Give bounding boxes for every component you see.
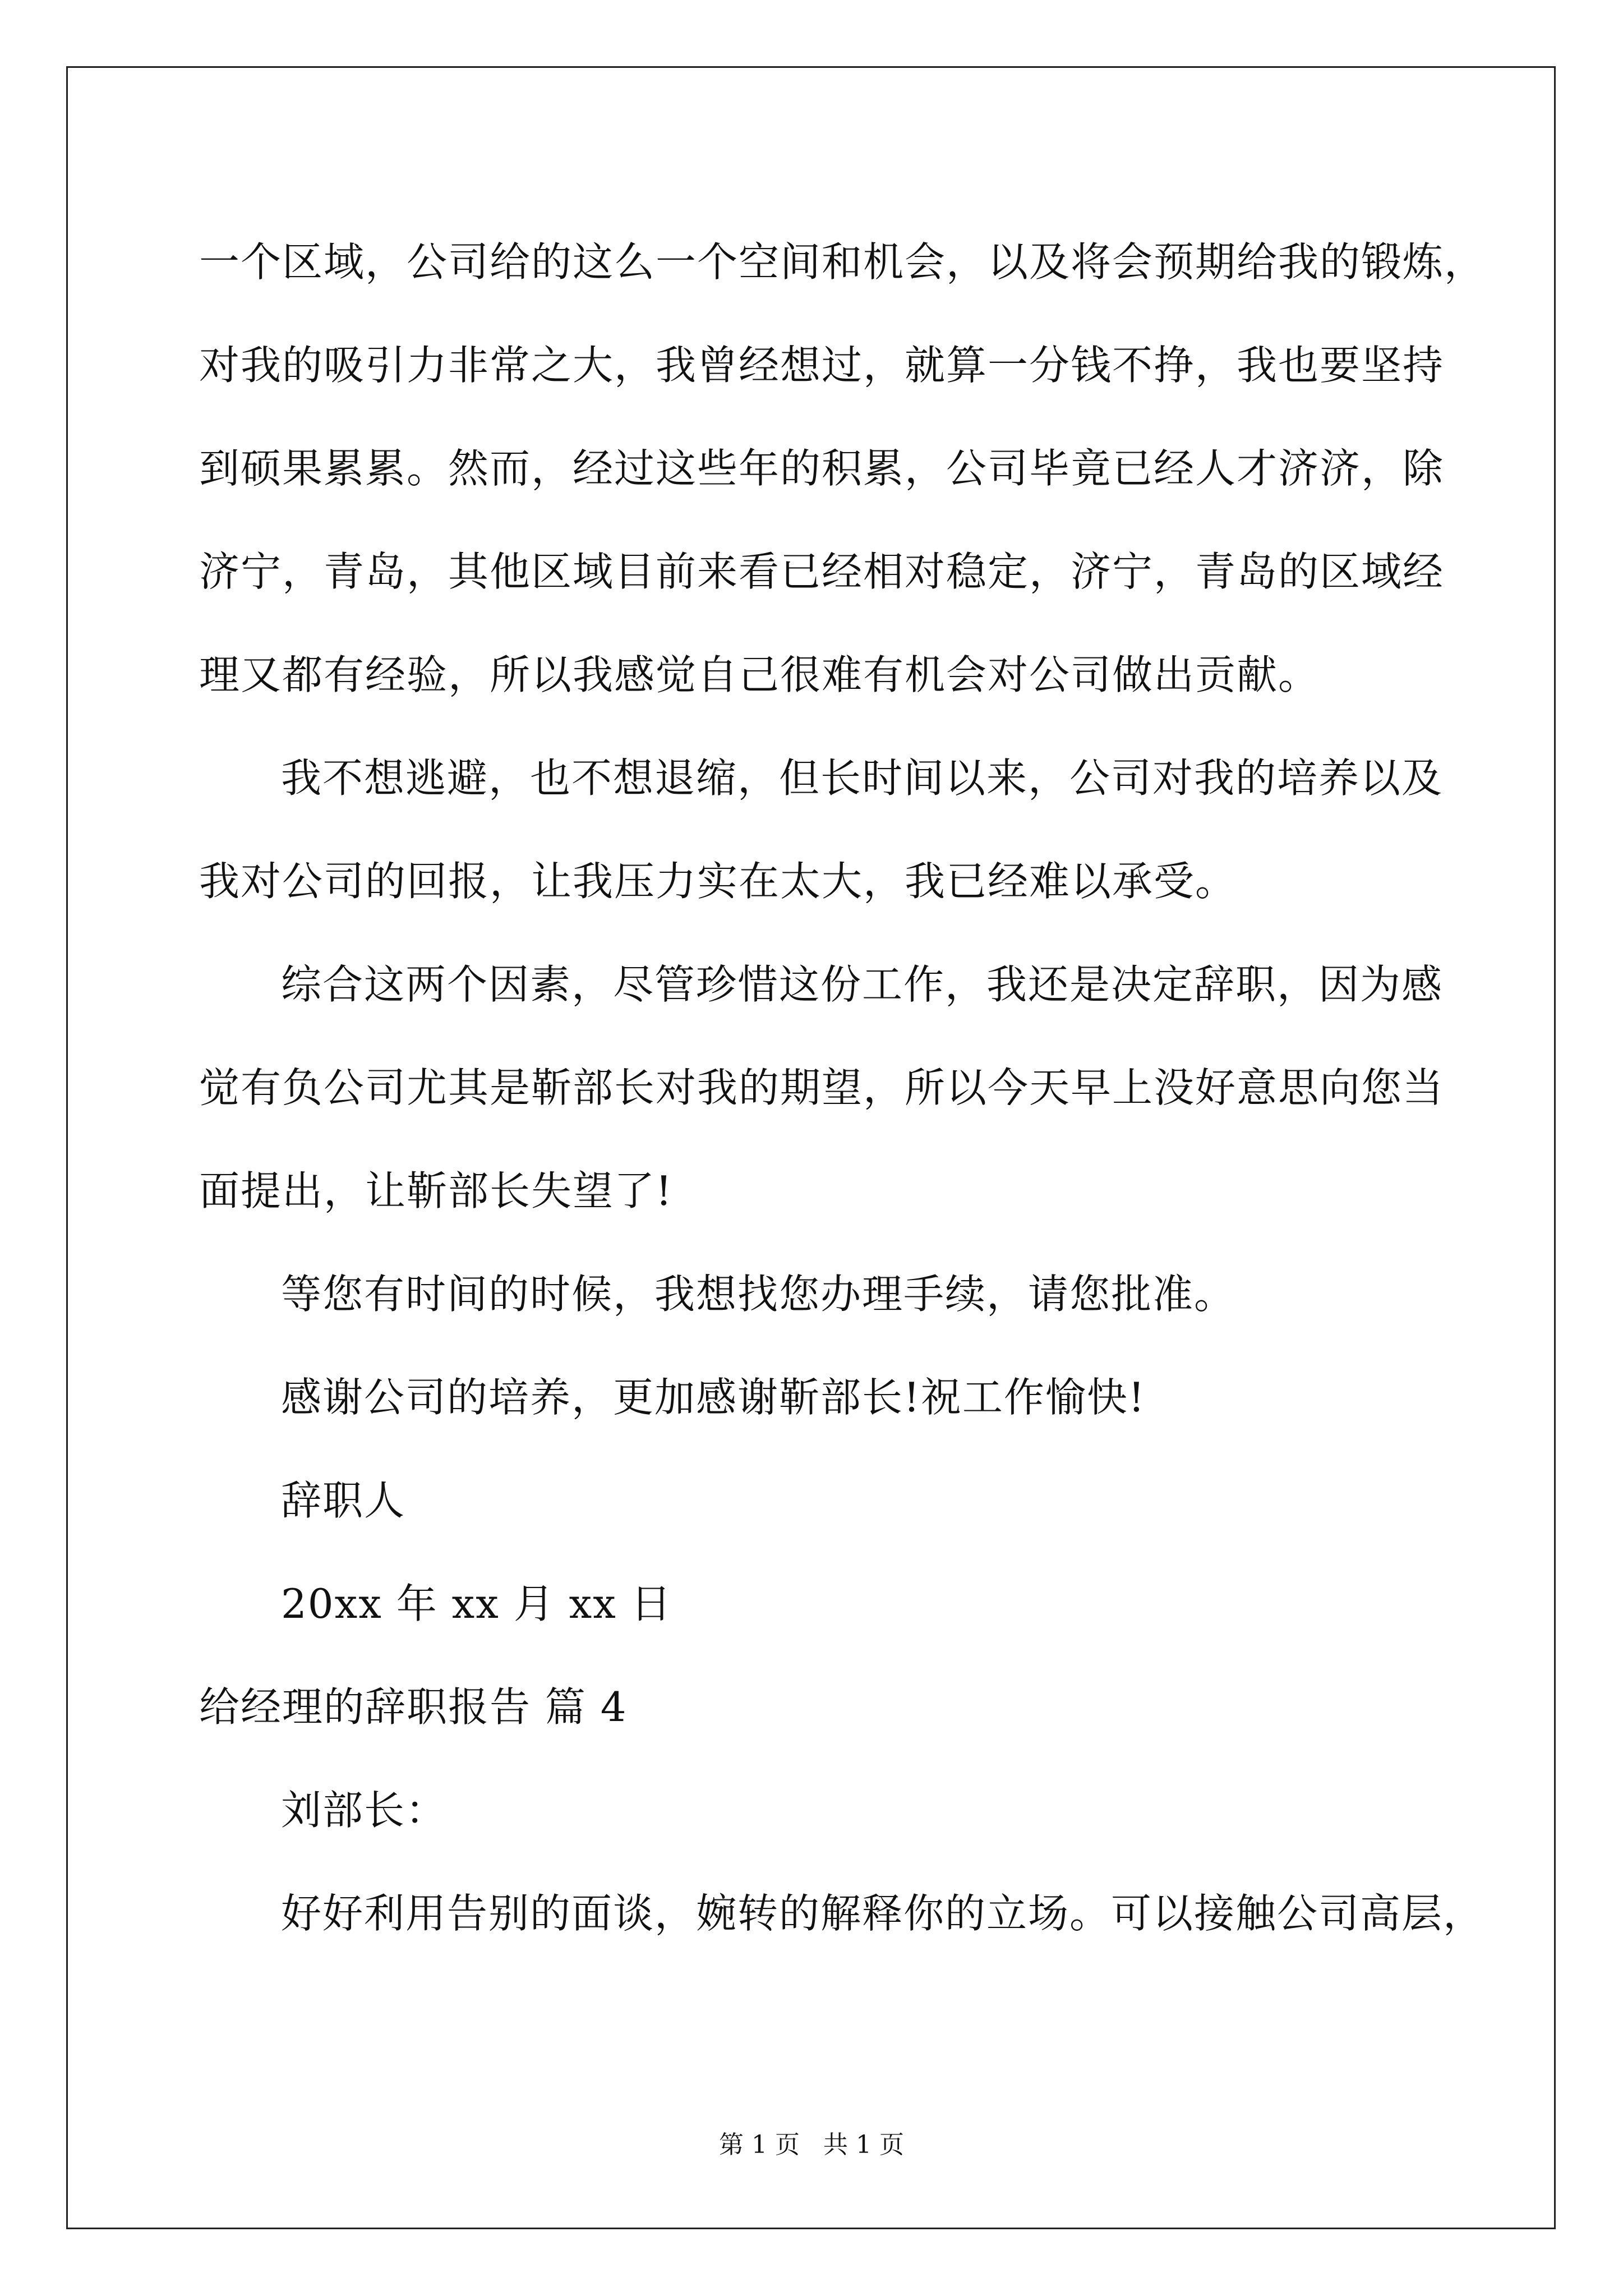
salutation: 刘部长：: [281, 1787, 448, 1834]
text-line-9: 觉有负公司尤其是靳部长对我的期望，所以今天早上没好意思向您当: [199, 1064, 1445, 1111]
text-line-12: 感谢公司的培养，更加感谢靳部长!祝工作愉快!: [281, 1374, 1146, 1421]
text-line-1: 一个区域，公司给的这么一个空间和机会，以及将会预期给我的锻炼，: [199, 238, 1486, 286]
text-line-4: 济宁，青岛，其他区域目前来看已经相对稳定，济宁，青岛的区域经: [199, 548, 1445, 595]
page-footer: [0, 2128, 1623, 2162]
document-body: [199, 210, 1486, 1965]
page-number-total: 共 1 页: [823, 2131, 904, 2159]
section-heading: 给经理的辞职报告 篇 4: [199, 1683, 628, 1731]
text-line-11: 等您有时间的时候，我想找您办理手续，请您批准。: [281, 1271, 1236, 1318]
text-line-5: 理又都有经验，所以我感觉自己很难有机会对公司做出贡献。: [199, 651, 1320, 698]
text-line-8: 综合这两个因素，尽管珍惜这份工作，我还是决定辞职，因为感: [281, 961, 1444, 1008]
signature-label: 辞职人: [281, 1477, 406, 1524]
text-line-3: 到硕果累累。然而，经过这些年的积累，公司毕竟已经人才济济，除: [199, 445, 1445, 492]
text-line-7: 我对公司的回报，让我压力实在太大，我已经难以承受。: [199, 858, 1237, 905]
text-line-2: 对我的吸引力非常之大，我曾经想过，就算一分钱不挣，我也要坚持: [199, 342, 1445, 389]
text-line-10: 面提出，让靳部长失望了!: [199, 1167, 673, 1214]
text-line-6: 我不想逃避，也不想退缩，但长时间以来，公司对我的培养以及: [281, 754, 1444, 802]
signature-date: 20xx 年 xx 月 xx 日: [281, 1580, 672, 1627]
text-line-17: 好好利用告别的面谈，婉转的解释你的立场。可以接触公司高层，: [281, 1890, 1485, 1937]
page-number-current: 第 1 页: [719, 2131, 800, 2159]
